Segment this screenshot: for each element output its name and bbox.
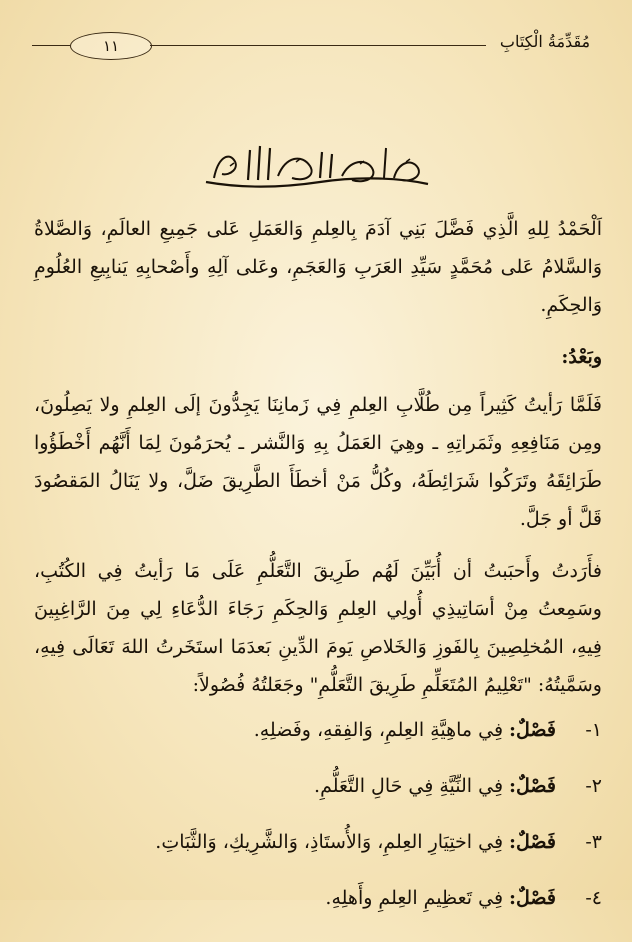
opening-paragraph: اَلْحَمْدُ لِلهِ الَّذِي فَضَّلَ بَنِي آدَمَ بِالعِلمِ وَالعَمَلِ عَلى جَمِيعِ العالَمِ، وَالصَّلاةُ وَالسَّلامُ عَلى مُحَمَّدٍ سَيِّدِ العَرَبِ وَالعَجَمِ، وعَلى آلِهِ وأَصْحابِهِ يَنابِيعِ العُلُومِ وَالحِكَمِ. — [34, 218, 602, 316]
page-header — [32, 32, 604, 62]
list-item — [34, 774, 602, 798]
list-item — [34, 718, 602, 742]
chapter-list — [34, 718, 602, 910]
item-text: فِي النِّيَّةِ فِي حَالِ التَّعَلُّمِ. — [314, 775, 504, 797]
paragraph-3: فأَرَدتُ وأَحبَبتُ أن أُبَيِّنَ لَهُم طَرِيقَ التَّعَلُّمِ عَلَى مَا رَأيتُ فِي الكُتُبِ، وسَمِعتُ مِنْ أسَاتِيذِي أُولِي العِلمِ وَالحِكَمِ رَجَاءَ الدُّعَاءِ لِي مِنَ الرَّاغِبِينَ فِيهِ، المُخلِصِينَ بِالفَوزِ وَالخَلاصِ يَومَ الدِّينِ بَعدَمَا استَخَرتُ اللهَ تَعَالَى فِيهِ، وسَمَّيتُهُ: "تَعْلِيمُ المُتَعَلِّمِ طَرِيقَ التَّعَلُّمِ" وجَعَلتُهُ فُصُولاً: — [34, 560, 602, 696]
list-item — [34, 830, 602, 854]
item-text: فِي ماهِيَّةِ العِلمِ، وَالفِقهِ، وفَضلِهِ. — [253, 719, 504, 741]
item-keyword: فَصْلٌ: — [509, 775, 556, 797]
page-number-badge — [70, 32, 152, 60]
document-body — [34, 210, 602, 942]
item-text: فِي اختِيَارِ العِلمِ، وَالأُستَاذِ، وَالشَّرِيكِ، وَالثَّبَاتِ. — [155, 831, 504, 853]
list-item — [34, 886, 602, 910]
running-title: مُقَدِّمَةُ الْكِتَابِ — [499, 32, 591, 51]
paragraph-2: فَلَمَّا رَأيتُ كَثِيراً مِن طُلَّابِ العِلمِ فِي زَمانِنَا يَجِدُّونَ إلَى العِلمِ ولا يَصِلُونَ، ومِن مَنَافِعِهِ وثَمَراتِهِ ـ وهِيَ العَمَلُ بِهِ وَالنَّشر ـ يُحرَمُونَ لِمَا أَنَّهُم أَخْطَؤُوا طَرَائِقَهُ وتَرَكُوا شَرَائِطَهُ، وكُلُّ مَنْ أخطَأَ الطَّرِيقَ ضَلَّ، ولا يَنَالُ المَقصُودَ قَلَّ أو جَلَّ. — [34, 394, 602, 530]
page-number: ١١ — [102, 37, 120, 55]
item-keyword: فَصْلٌ: — [509, 719, 556, 741]
item-number: ١- — [585, 719, 602, 741]
item-keyword: فَصْلٌ: — [509, 831, 556, 853]
item-number: ٣- — [585, 831, 602, 853]
item-keyword: فَصْلٌ: — [509, 887, 556, 909]
header-rule-left — [32, 45, 70, 46]
item-number: ٢- — [585, 775, 602, 797]
transition-label: وبَعْدُ: — [561, 346, 602, 368]
item-text: فِي تَعظِيمِ العِلمِ وأَهلِهِ. — [325, 887, 504, 909]
header-rule — [150, 45, 486, 46]
item-number: ٤- — [585, 887, 602, 909]
basmala-calligraphy — [200, 138, 432, 198]
